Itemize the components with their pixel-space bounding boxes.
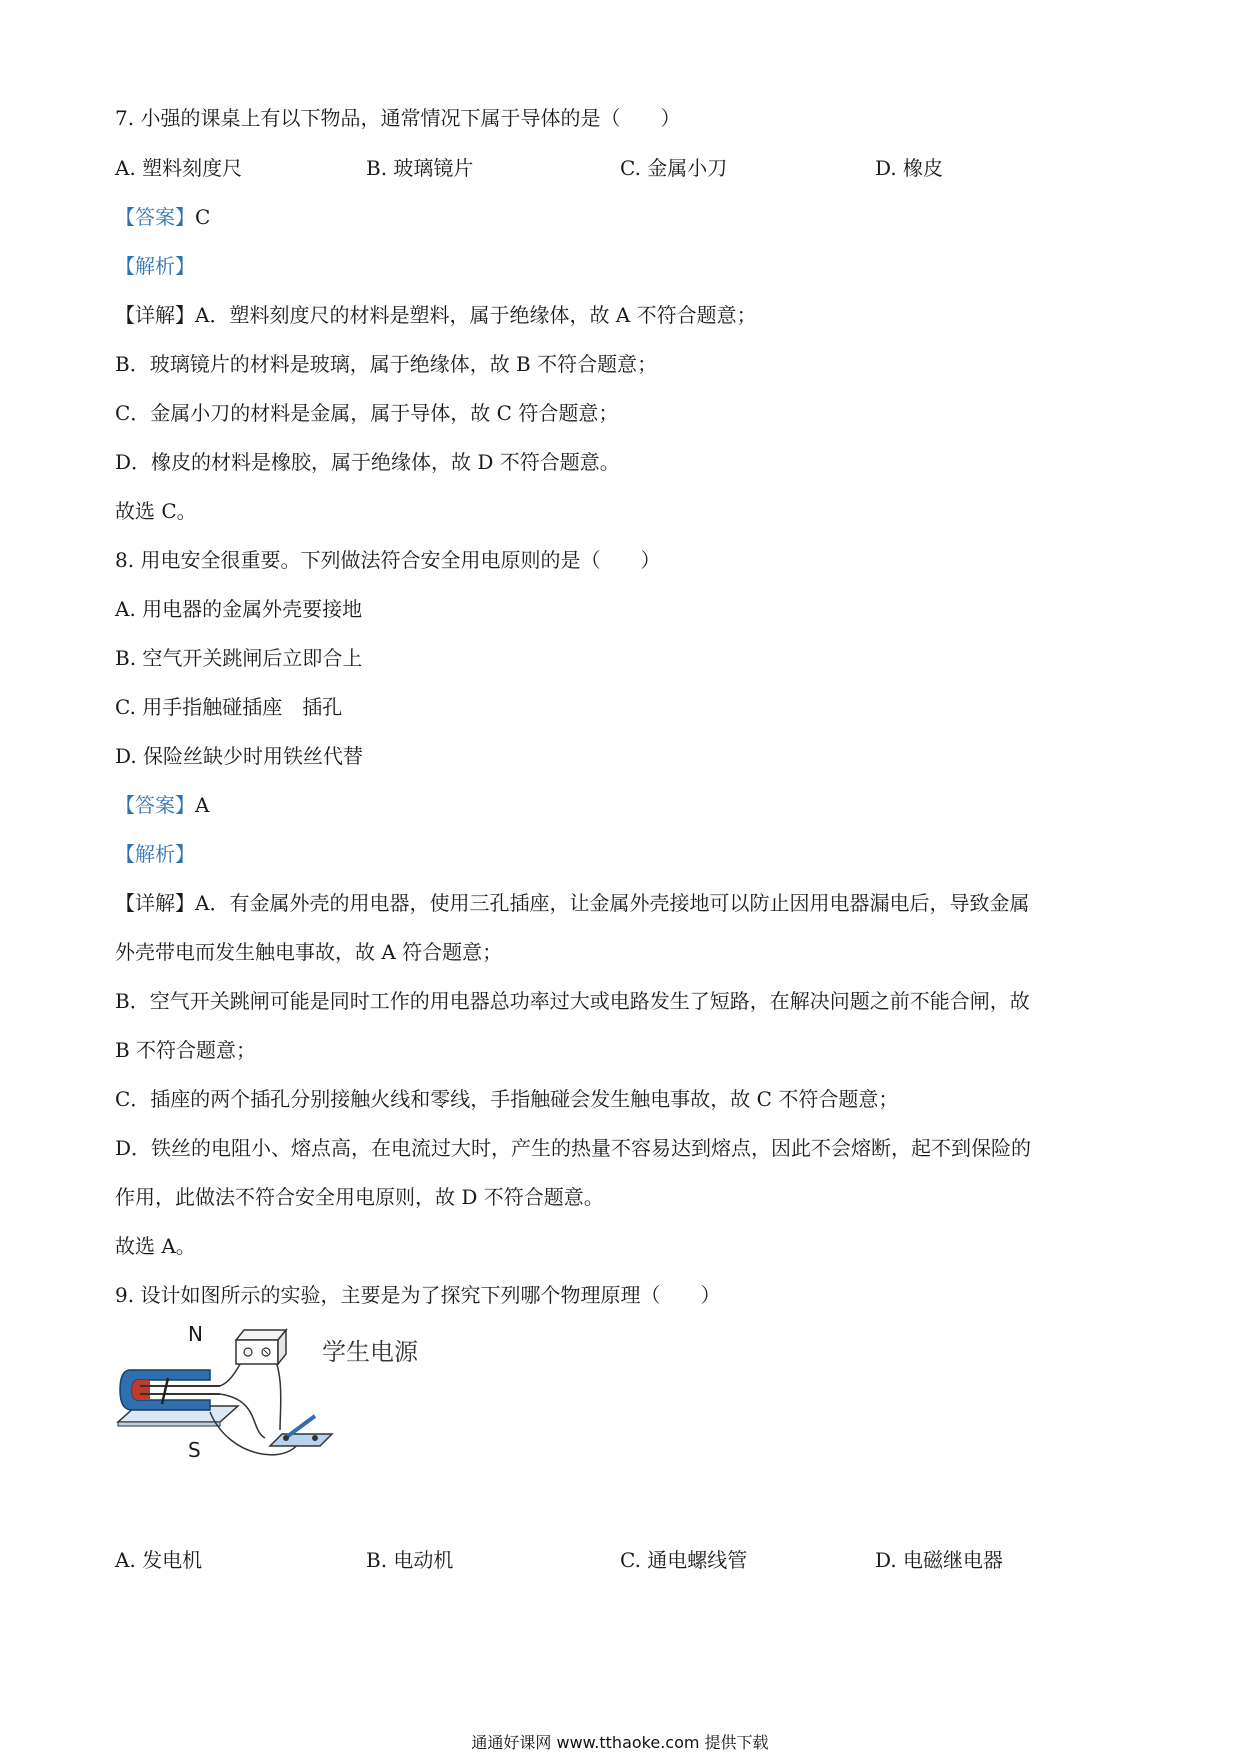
south-pole-label: S	[188, 1438, 201, 1462]
q9-option-d: D. 电磁继电器	[875, 1548, 1004, 1572]
q8-answer-value: A	[195, 793, 210, 817]
q8-detail-line: 作用，此做法不符合安全用电原则，故 D 不符合题意。	[115, 1185, 604, 1209]
q8-option-d: D. 保险丝缺少时用铁丝代替	[115, 744, 364, 768]
q9-option-a: A. 发电机	[115, 1548, 203, 1572]
q7-option-a: A. 塑料刻度尺	[115, 156, 243, 180]
q9-stem: 9. 设计如图所示的实验，主要是为了探究下列哪个物理原理（ ）	[115, 1283, 721, 1307]
q8-option-b: B. 空气开关跳闸后立即合上	[115, 646, 363, 670]
q8-detail-line: B．空气开关跳闸可能是同时工作的用电器总功率过大或电路发生了短路，在解决问题之前不能合闸，故	[115, 989, 1030, 1013]
q8-detail-line: B 不符合题意；	[115, 1038, 257, 1062]
q9-experiment-figure	[110, 1320, 440, 1470]
q8-conclusion: 故选 A。	[115, 1234, 196, 1258]
q8-analysis-tag: 【解析】	[115, 842, 195, 866]
switch-blade	[288, 1416, 315, 1436]
north-pole-label: N	[188, 1322, 203, 1346]
q8-stem: 8. 用电安全很重要。下列做法符合安全用电原则的是（ ）	[115, 548, 661, 572]
switch-base	[270, 1434, 332, 1446]
q8-detail-line: D．铁丝的电阻小、熔点高，在电流过大时，产生的热量不容易达到熔点，因此不会熔断，起不到保险的	[115, 1136, 1032, 1160]
q7-option-d: D. 橡皮	[875, 156, 944, 180]
q8-detail-line: C．插座的两个插孔分别接触火线和零线，手指触碰会发生触电事故，故 C 不符合题意；	[115, 1087, 899, 1111]
q7-detail-line: C．金属小刀的材料是金属，属于导体，故 C 符合题意；	[115, 401, 619, 425]
answer-tag: 【答案】	[115, 793, 195, 817]
q8-option-a: A. 用电器的金属外壳要接地	[115, 597, 363, 621]
q7-detail-line: B．玻璃镜片的材料是玻璃，属于绝缘体，故 B 不符合题意；	[115, 352, 658, 376]
q7-option-b: B. 玻璃镜片	[366, 156, 474, 180]
page-footer: 通通好课网 www.tthaoke.com 提供下载	[471, 1733, 769, 1752]
q7-stem: 7. 小强的课桌上有以下物品，通常情况下属于导体的是（ ）	[115, 106, 681, 130]
answer-tag: 【答案】	[115, 205, 195, 229]
q7-analysis-tag: 【解析】	[115, 254, 195, 278]
q7-detail-line: 【详解】A．塑料刻度尺的材料是塑料，属于绝缘体，故 A 不符合题意；	[115, 303, 757, 327]
q9-option-b: B. 电动机	[366, 1548, 454, 1572]
magnet-red-band	[132, 1380, 150, 1400]
q8-answer	[115, 791, 209, 819]
q9-option-c: C. 通电螺线管	[620, 1548, 748, 1572]
q7-answer	[115, 203, 210, 231]
power-supply	[236, 1340, 278, 1364]
q7-option-c: C. 金属小刀	[620, 156, 728, 180]
q7-detail-line: D．橡皮的材料是橡胶，属于绝缘体，故 D 不符合题意。	[115, 450, 620, 474]
power-supply-label: 学生电源	[322, 1338, 418, 1366]
q8-option-c: C. 用手指触碰插座 插孔	[115, 695, 343, 719]
q7-conclusion: 故选 C。	[115, 499, 197, 523]
q8-detail-line: 外壳带电而发生触电事故，故 A 符合题意；	[115, 940, 503, 964]
q7-answer-value: C	[195, 205, 211, 229]
q8-detail-line: 【详解】A．有金属外壳的用电器，使用三孔插座，让金属外壳接地可以防止因用电器漏电后，导致金属	[115, 891, 1030, 915]
